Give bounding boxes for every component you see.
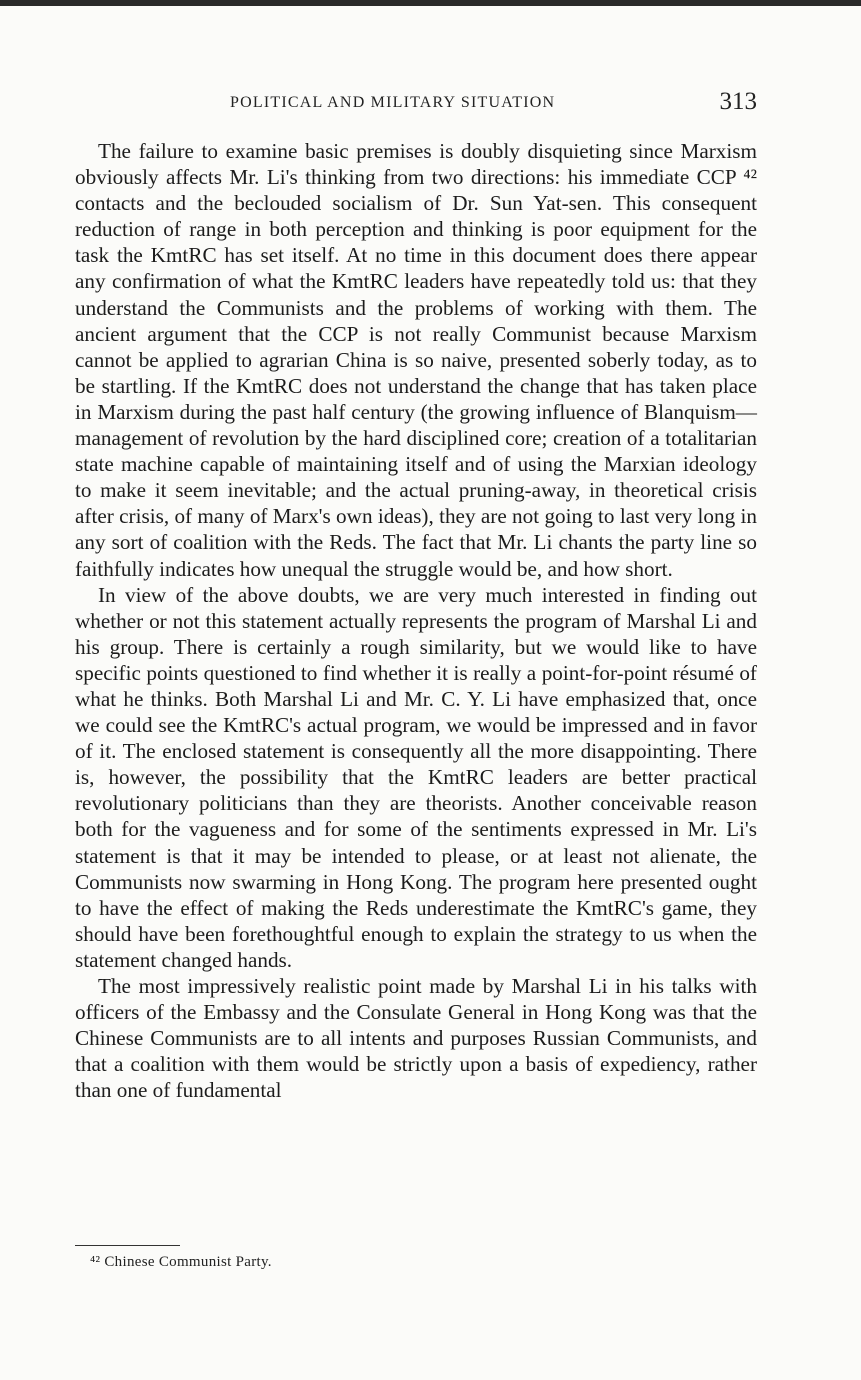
paragraph-1: The failure to examine basic premises is doubly disquieting since Marxism obviously affects Mr. Li's thinking from two directions: his immediate CCP ⁴² contacts and the beclouded socialism of Dr. Sun Yat-sen. This consequent reduction of range in both perception and thinking is poor equipment for the task the KmtRC has set itself. At no time in this document does there appear any confirmation of what the KmtRC leaders have repeatedly told us: that they understand the Communists and the problems of working with them. The ancient argument that the CCP is not really Communist because Marxism cannot be applied to agrarian China is so naive, presented soberly today, as to be startling. If the KmtRC does not understand the change that has taken place in Marxism during the past half century (the growing influence of Blanquism—management of revolution by the hard disciplined core; creation of a totalitarian state machine capable of maintaining itself and of using the Marxian ideology to make it seem inevitable; and the actual pruning-away, in theoretical crisis after crisis, of many of Marx's own ideas), they are not going to last very long in any sort of coalition with the Reds. The fact that Mr. Li chants the party line so faithfully indicates how unequal the struggle would be, and how short. <box>75 139 757 581</box>
footnote-rule <box>75 1245 180 1246</box>
page-number: 313 <box>719 88 757 115</box>
footnote: ⁴² Chinese Communist Party. <box>90 1254 272 1270</box>
paragraph-3: The most impressively realistic point made by Marshal Li in his talks with officers of the Embassy and the Consulate General in Hong Kong was that the Chinese Communists are to all intents and purposes Russian Communists, and that a coalition with them would be strictly upon a basis of expediency, rather than one of fundamental <box>75 974 757 1103</box>
page-header <box>0 88 861 122</box>
body-text <box>75 138 757 1103</box>
running-head: POLITICAL AND MILITARY SITUATION <box>230 94 556 111</box>
top-border-rule <box>0 0 861 6</box>
paragraph-2: In view of the above doubts, we are very much interested in finding out whether or not this statement actually represents the program of Marshal Li and his group. There is certainly a rough similarity, but we would like to have specific points questioned to find whether it is really a point-for-point résumé of what he thinks. Both Marshal Li and Mr. C. Y. Li have emphasized that, once we could see the KmtRC's actual program, we would be impressed and in favor of it. The enclosed statement is consequently all the more disappointing. There is, however, the possibility that the KmtRC leaders are better practical revolutionary politicians than they are theorists. Another conceivable reason both for the vagueness and for some of the sentiments expressed in Mr. Li's statement is that it may be intended to please, or at least not alienate, the Communists now swarming in Hong Kong. The program here presented ought to have the effect of making the Reds underestimate the KmtRC's game, they should have been forethoughtful enough to explain the strategy to us when the statement changed hands. <box>75 582 757 972</box>
